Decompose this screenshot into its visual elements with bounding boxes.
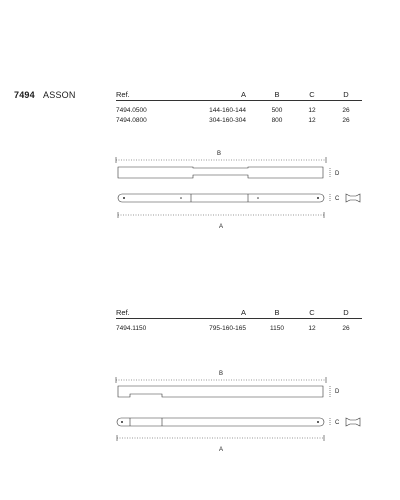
cell-ref: 7494.1150 [116,325,147,332]
label-c: C [335,420,340,426]
product-name: ASSON [43,90,76,100]
label-b: B [218,371,224,377]
rail-side-profile [118,386,323,397]
product-code: 7494 [14,90,35,100]
screw-hole [181,198,182,199]
col-c: C [309,90,315,99]
drawing-2-side-view [116,377,330,397]
cell-a: 144-160-144 [209,107,246,114]
cell-a: 795-160-165 [209,325,246,332]
cell-b: 800 [271,117,283,124]
label-c: C [335,196,340,202]
screw-hole [317,421,318,422]
col-a: A [240,308,246,317]
col-d: D [343,90,349,99]
screw-hole [258,198,259,199]
label-a: A [218,224,224,230]
label-a: A [218,447,224,453]
col-ref: Ref. [116,308,130,317]
rail-top-profile [118,194,324,202]
end-cap-icon [346,418,360,426]
screw-hole [121,421,122,422]
cell-b: 1150 [270,325,284,332]
col-c: C [309,308,315,317]
screw-hole [123,197,124,198]
drawing-1-top-view [118,194,360,218]
col-a: A [240,90,246,99]
label-b: B [216,151,222,157]
end-cap-icon [346,194,360,202]
cell-c: 12 [308,117,316,124]
col-d: D [343,308,349,317]
drawing-2-top-view [117,418,360,441]
cell-d: 26 [342,117,350,124]
screw-hole [317,197,318,198]
cell-d: 26 [342,107,350,114]
cell-d: 26 [342,325,350,332]
cell-b: 500 [271,107,283,114]
rail-top-profile [117,418,324,426]
col-b: B [274,308,280,317]
drawing-1-side-view [116,157,330,178]
col-b: B [274,90,280,99]
label-d: D [335,389,340,395]
cell-c: 12 [308,107,316,114]
rail-side-profile [118,167,323,178]
cell-ref: 7494.0800 [116,117,147,124]
cell-ref: 7494.0500 [116,107,147,114]
cell-c: 12 [308,325,316,332]
label-d: D [335,171,340,177]
cell-a: 304-160-304 [209,117,246,124]
col-ref: Ref. [116,90,130,99]
